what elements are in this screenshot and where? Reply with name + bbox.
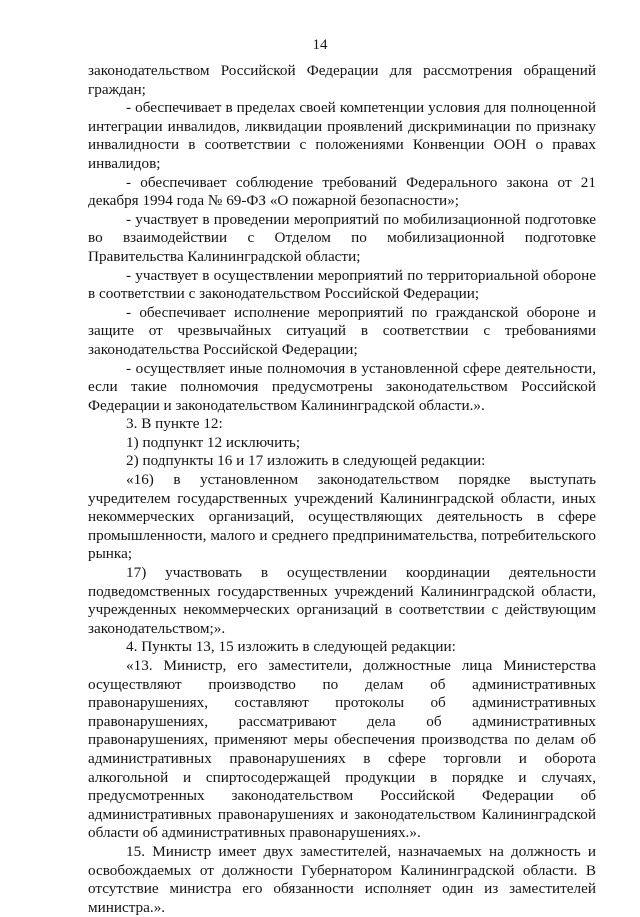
document-body	[88, 62, 596, 917]
paragraph-item-3: 3. В пункте 12:	[126, 415, 223, 433]
paragraph-continuation: законодательством Российской Федерации для рассмотрения обращений граждан;	[88, 62, 596, 98]
paragraph-point-15: 15. Министр имеет двух заместителей, назначаемых на должность и освобождаемых от должности Губернатором Калининградской области. В отсутствие министра его обязанности исполняет один из заместителей министра.».	[88, 842, 596, 916]
paragraph-point-13: «13. Министр, его заместители, должностные лица Министерства осуществляют производство по делам об административных правонарушениях, составляют протоколы об административных правонарушениях, рассматривают дела об административных правонарушениях, применяют меры обеспечения производства по делам об административных правонарушениях в сфере торговли и оборота алкогольной и спиртосодержащей продукции в порядке и случаях, предусмотренных законодательством Российской Федерации об административных правонарушениях и законодательством Калининградской области об административных правонарушениях.».	[88, 657, 596, 842]
paragraph-other-powers: - осуществляет иные полномочия в установленной сфере деятельности, если такие полномочия предусмотрены законодательством Российской Федерации и законодательством Калининградской области.».	[88, 359, 596, 414]
paragraph-subpoint-17: 17) участвовать в осуществлении координации деятельности подведомственных государственных учреждений Калининградской области, учрежденных некоммерческих организаций в соответствии с действующим законодательством;».	[88, 564, 596, 637]
paragraph-subitem-2: 2) подпункты 16 и 17 изложить в следующей редакции:	[126, 452, 486, 470]
paragraph-disability-integration: - обеспечивает в пределах своей компетенции условия для полноценной интеграции инвалидов, ликвидации проявлений дискриминации по признаку инвалидности в соответствии с положениями Конвенции ООН о правах инвалидов;	[88, 99, 596, 172]
paragraph-subitem-1: 1) подпункт 12 исключить;	[126, 433, 301, 451]
paragraph-item-4: 4. Пункты 13, 15 изложить в следующей редакции:	[126, 638, 456, 656]
paragraph-civil-defense: - обеспечивает исполнение мероприятий по гражданской обороне и защите от чрезвычайных ситуаций в соответствии с требованиями законодательства Российской Федерации;	[88, 303, 596, 358]
paragraph-mobilization: - участвует в проведении мероприятий по мобилизационной подготовке во взаимодействии с Отделом по мобилизационной подготовке Правительства Калининградской области;	[88, 210, 596, 265]
paragraph-subpoint-16: «16) в установленном законодательством порядке выступать учредителем государственных учреждений Калининградской области, иных некоммерческих организаций, осуществляющих деятельность в сфере промышленности, малого и среднего предпринимательства, потребительского рынка;	[88, 471, 596, 563]
page-number: 14	[312, 37, 328, 53]
paragraph-fire-safety: - обеспечивает соблюдение требований Федерального закона от 21 декабря 1994 года № 69-ФЗ «О пожарной безопасности»;	[88, 173, 596, 210]
paragraph-territorial-defense: - участвует в осуществлении мероприятий по территориальной обороне в соответствии с законодательством Российской Федерации;	[88, 266, 596, 303]
